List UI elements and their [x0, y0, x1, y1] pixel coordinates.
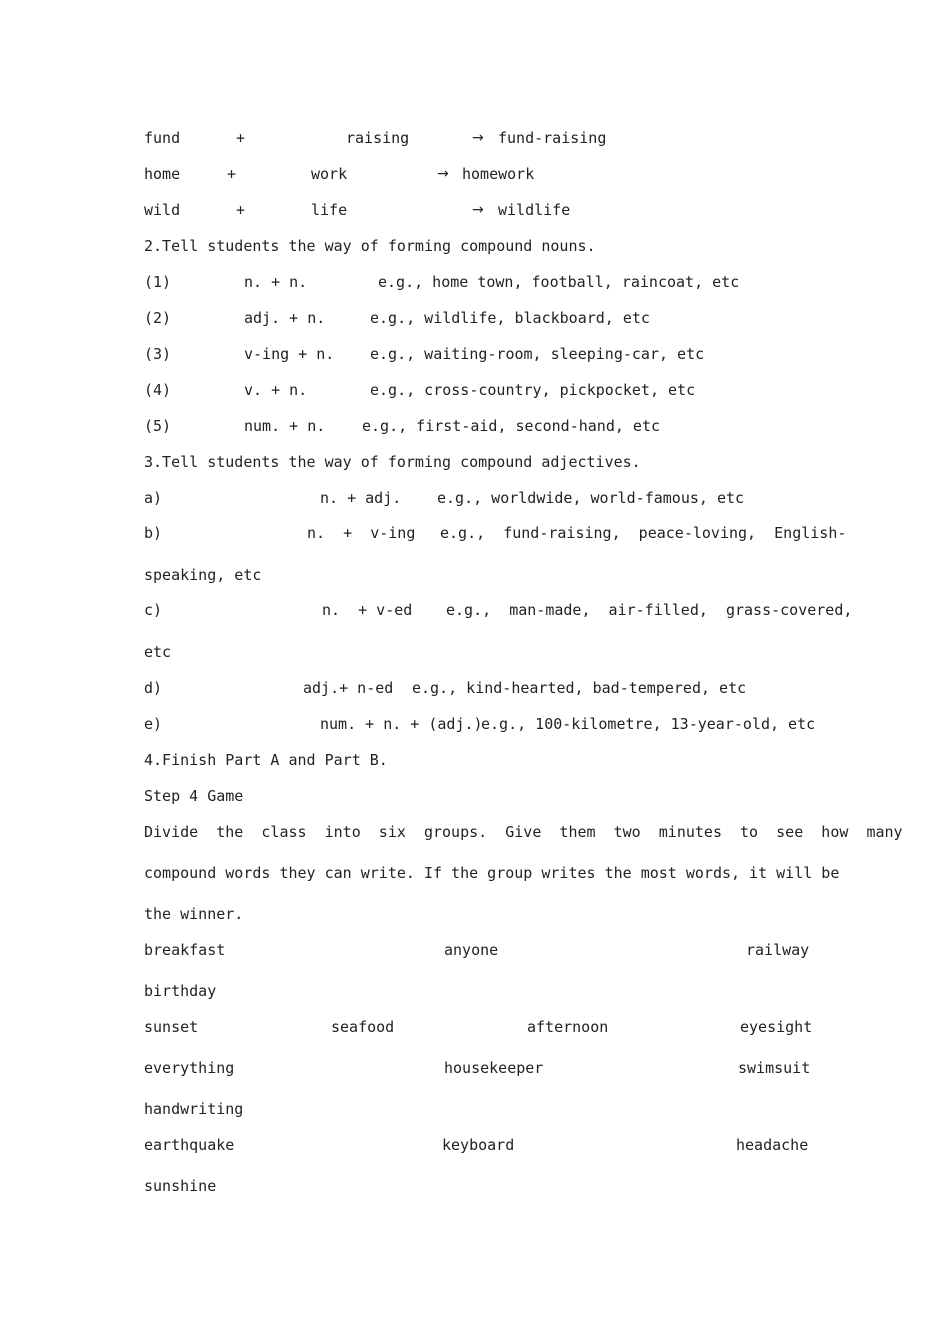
compound-word: afternoon — [527, 1018, 609, 1036]
compound-word: breakfast — [144, 941, 226, 959]
step-heading: Step 4 Game — [144, 787, 244, 805]
item-pattern: num. + n. — [244, 417, 326, 435]
item-examples: e.g., cross-country, pickpocket, etc — [370, 381, 696, 399]
item-letter: e) — [144, 715, 163, 733]
compound-word: eyesight — [740, 1018, 813, 1036]
item-pattern: adj.+ n-ed — [303, 679, 394, 697]
item-examples: e.g., fund-raising, peace-loving, English- — [440, 524, 847, 542]
item-examples: e.g., wildlife, blackboard, etc — [370, 309, 650, 327]
compound-word: handwriting — [144, 1100, 244, 1118]
example-result: homework — [462, 165, 535, 183]
compound-word: keyboard — [442, 1136, 515, 1154]
item-pattern: v. + n. — [244, 381, 308, 399]
plus-sign: + — [236, 201, 246, 219]
item-examples: e.g., 100-kilometre, 13-year-old, etc — [481, 715, 816, 733]
item-examples: e.g., kind-hearted, bad-tempered, etc — [412, 679, 747, 697]
compound-word: headache — [736, 1136, 809, 1154]
example-result: fund-raising — [498, 129, 607, 147]
compound-word: railway — [746, 941, 810, 959]
item-letter: d) — [144, 679, 163, 697]
compound-word: sunshine — [144, 1177, 217, 1195]
item-letter: b) — [144, 524, 163, 542]
plus-sign: + — [236, 129, 246, 147]
item-pattern: n. + v-ed — [322, 601, 413, 619]
compound-word: everything — [144, 1059, 235, 1077]
section-heading: 3.Tell students the way of forming compound adjectives. — [144, 453, 641, 471]
item-examples: e.g., worldwide, world-famous, etc — [437, 489, 745, 507]
example-word-a: wild — [144, 201, 181, 219]
example-word-a: fund — [144, 129, 181, 147]
example-result: wildlife — [498, 201, 571, 219]
arrow-icon: → — [437, 166, 449, 182]
item-pattern: adj. + n. — [244, 309, 326, 327]
item-examples-continued: speaking, etc — [144, 566, 262, 584]
arrow-icon: → — [472, 202, 484, 218]
item-number: (3) — [144, 345, 172, 363]
section-heading: 4.Finish Part A and Part B. — [144, 751, 388, 769]
item-letter: c) — [144, 601, 163, 619]
paragraph-line: Divide the class into six groups. Give them two minutes to see how many — [144, 823, 903, 841]
compound-word: seafood — [331, 1018, 395, 1036]
example-word-b: work — [311, 165, 348, 183]
compound-word: sunset — [144, 1018, 199, 1036]
item-number: (2) — [144, 309, 172, 327]
paragraph-line: compound words they can write. If the group writes the most words, it will be — [144, 864, 840, 882]
paragraph-line: the winner. — [144, 905, 244, 923]
item-number: (1) — [144, 273, 172, 291]
compound-word: housekeeper — [444, 1059, 544, 1077]
item-pattern: n. + n. — [244, 273, 308, 291]
example-word-a: home — [144, 165, 181, 183]
item-number: (5) — [144, 417, 172, 435]
item-examples-continued: etc — [144, 643, 172, 661]
item-examples: e.g., waiting-room, sleeping-car, etc — [370, 345, 705, 363]
example-word-b: raising — [346, 129, 410, 147]
item-number: (4) — [144, 381, 172, 399]
item-examples: e.g., home town, football, raincoat, etc — [378, 273, 740, 291]
compound-word: earthquake — [144, 1136, 235, 1154]
item-examples: e.g., first-aid, second-hand, etc — [362, 417, 661, 435]
arrow-icon: → — [472, 130, 484, 146]
compound-word: birthday — [144, 982, 217, 1000]
item-pattern: n. + v-ing — [307, 524, 416, 542]
section-heading: 2.Tell students the way of forming compound nouns. — [144, 237, 596, 255]
compound-word: swimsuit — [738, 1059, 811, 1077]
example-word-b: life — [311, 201, 348, 219]
item-pattern: n. + adj. — [320, 489, 402, 507]
compound-word: anyone — [444, 941, 499, 959]
plus-sign: + — [227, 165, 237, 183]
item-letter: a) — [144, 489, 163, 507]
item-pattern: num. + n. + (adj.) — [320, 715, 483, 733]
item-examples: e.g., man-made, air-filled, grass-covered, — [446, 601, 853, 619]
item-pattern: v-ing + n. — [244, 345, 335, 363]
